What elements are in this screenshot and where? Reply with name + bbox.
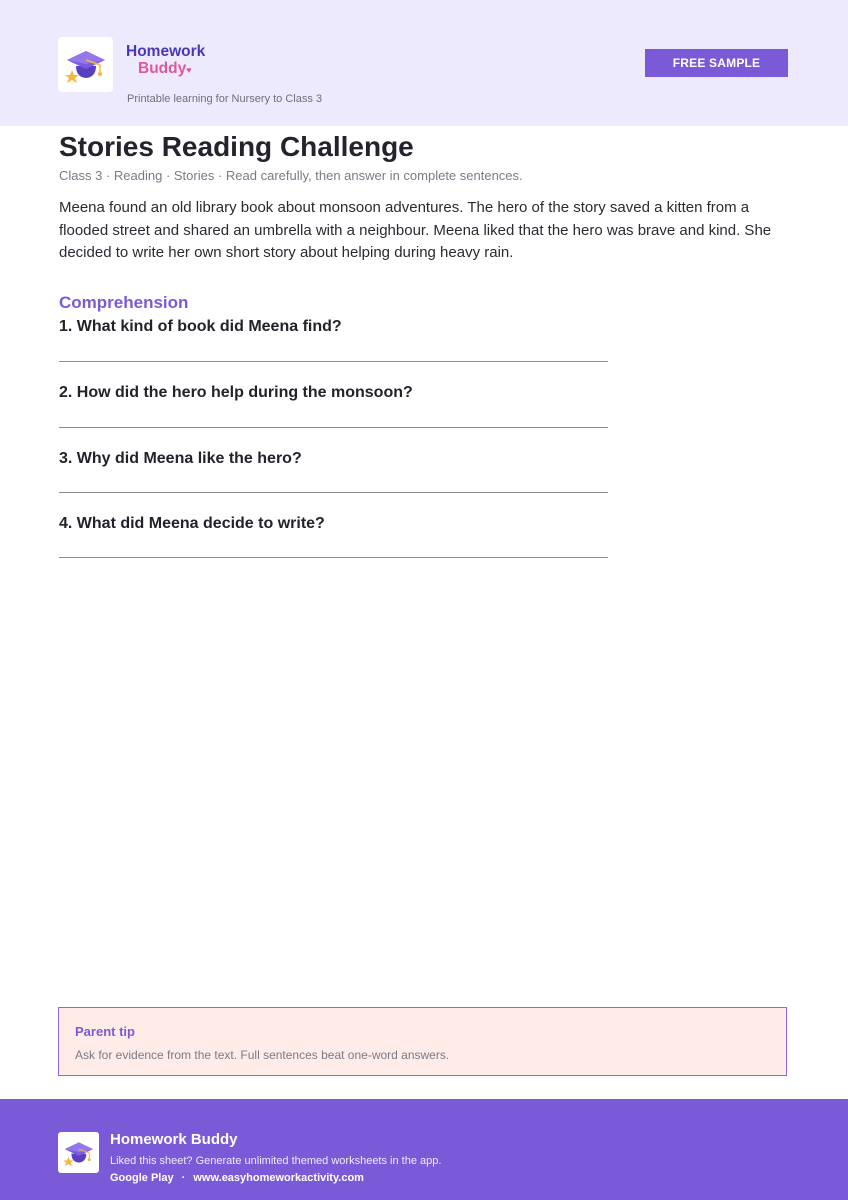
footer-title: Homework Buddy (110, 1131, 238, 1148)
brand-line-1: Homework (126, 43, 206, 60)
worksheet-meta: Class 3 · Reading · Stories · Read carefully, then answer in complete sentences. (59, 168, 523, 183)
section-heading: Comprehension (59, 293, 189, 312)
question-1: 1. What kind of book did Meena find? (59, 318, 342, 335)
footer-logo (58, 1132, 99, 1173)
question-2: 2. How did the hero help during the monsoon? (59, 384, 413, 401)
answer-line-3[interactable] (59, 492, 608, 493)
question-3: 3. Why did Meena like the hero? (59, 450, 302, 467)
brand-line-2: Buddy♥ (138, 60, 192, 77)
footer-links (110, 1172, 364, 1184)
worksheet-title: Stories Reading Challenge (59, 131, 414, 162)
footer-separator: · (181, 1172, 186, 1184)
website-link[interactable]: www.easyhomeworkactivity.com (193, 1172, 364, 1184)
reading-passage: Meena found an old library book about monsoon adventures. The hero of the story saved a kitten from a flooded street and shared an umbrella with a neighbour. Meena liked that the hero was brave and kind. She decided to write her own short story about helping during heavy rain. (59, 199, 772, 261)
page-footer (0, 1099, 848, 1200)
footer-text: Liked this sheet? Generate unlimited themed worksheets in the app. (110, 1155, 442, 1167)
answer-line-4[interactable] (59, 557, 608, 558)
google-play-link[interactable]: Google Play (110, 1172, 174, 1184)
logo (58, 37, 113, 92)
tagline: Printable learning for Nursery to Class 3 (127, 93, 323, 105)
graduation-cap-star-icon (58, 1132, 99, 1173)
answer-line-2[interactable] (59, 427, 608, 428)
tip-title: Parent tip (75, 1024, 135, 1039)
page-header (0, 0, 848, 126)
tip-text: Ask for evidence from the text. Full sentences beat one-word answers. (75, 1048, 450, 1062)
heart-icon: ♥ (186, 65, 192, 75)
answer-line-1[interactable] (59, 361, 608, 362)
graduation-cap-star-icon (58, 37, 113, 92)
free-sample-badge: FREE SAMPLE (645, 49, 788, 77)
brand-name (126, 43, 205, 79)
parent-tip-box (58, 1007, 787, 1076)
question-4: 4. What did Meena decide to write? (59, 515, 325, 532)
